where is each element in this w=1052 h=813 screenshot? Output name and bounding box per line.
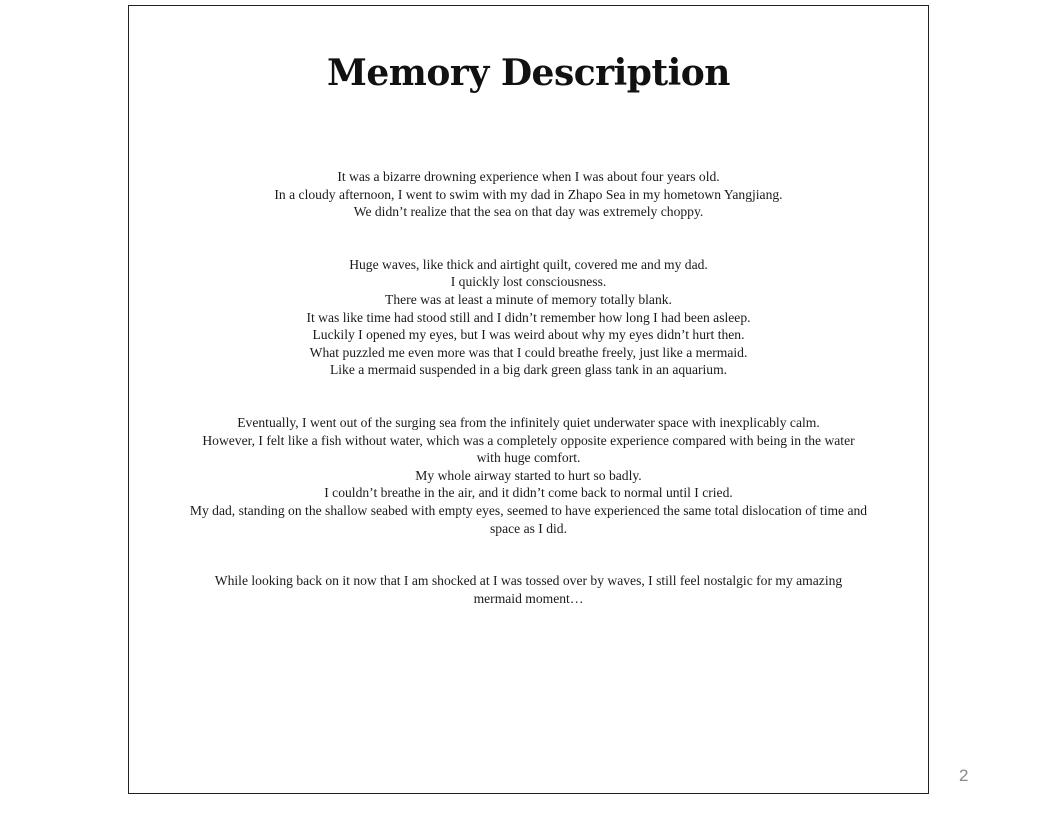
paragraph-2 — [189, 256, 868, 379]
content-frame — [128, 5, 929, 794]
text-line: I quickly lost consciousness. — [450, 274, 607, 290]
text-line: Luckily I opened my eyes, but I was weird about why my eyes didn’t hurt then. — [312, 327, 745, 343]
text-line: Like a mermaid suspended in a big dark green glass tank in an aquarium. — [329, 362, 728, 378]
text-line: Huge waves, like thick and airtight quilt, covered me and my dad. — [349, 256, 708, 272]
text-line: We didn’t realize that the sea on that day was extremely choppy. — [353, 204, 704, 220]
text-line: In a cloudy afternoon, I went to swim with my dad in Zhapo Sea in my hometown Yangjiang. — [274, 186, 783, 202]
text-line: What puzzled me even more was that I could breathe freely, just like a mermaid. — [309, 344, 748, 360]
paragraph-4 — [189, 572, 868, 607]
text-line: However, I felt like a fish without water, which was a completely opposite experience compared with being in the water with huge comfort. — [202, 432, 855, 466]
memory-text-body — [189, 168, 868, 642]
text-line: My whole airway started to hurt so badly. — [415, 467, 642, 483]
text-line: While looking back on it now that I am shocked at I was tossed over by waves, I still feel nostalgic for my amazing mermaid moment… — [214, 573, 843, 606]
text-line: It was like time had stood still and I didn’t remember how long I had been asleep. — [306, 309, 751, 325]
text-line: It was a bizarre drowning experience when I was about four years old. — [337, 169, 720, 184]
paragraph-1 — [189, 168, 868, 221]
text-line: There was at least a minute of memory totally blank. — [385, 291, 672, 307]
text-line: My dad, standing on the shallow seabed with empty eyes, seemed to have experienced the same total dislocation of time and space as I did. — [189, 502, 868, 536]
text-line: Eventually, I went out of the surging sea from the infinitely quiet underwater space with inexplicably calm. — [237, 414, 820, 430]
paragraph-3 — [189, 414, 868, 537]
page-number: 2 — [959, 766, 969, 785]
text-line: I couldn’t breathe in the air, and it didn’t come back to normal until I cried. — [324, 485, 733, 501]
slide-title: Memory Description — [327, 52, 730, 94]
